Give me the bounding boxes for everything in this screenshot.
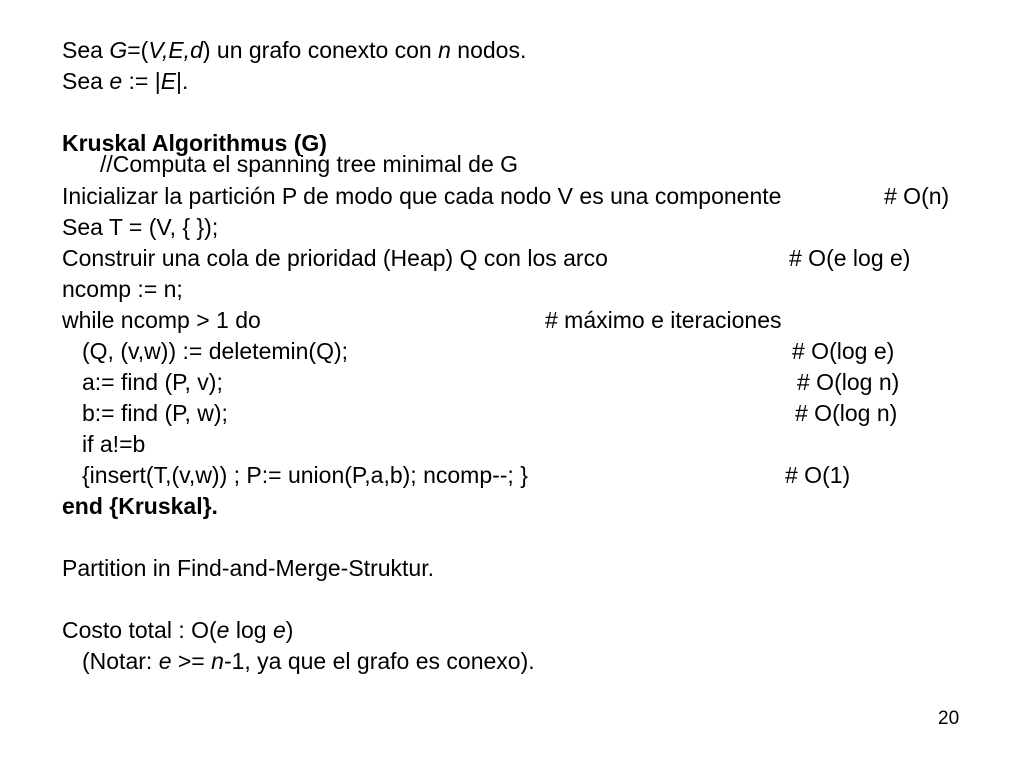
algorithm-line-heap: Construir una cola de prioridad (Heap) Q con los arco bbox=[62, 245, 608, 271]
algorithm-line-if: if a!=b bbox=[82, 431, 146, 457]
note-line bbox=[82, 647, 535, 675]
intro-text: Sea bbox=[62, 37, 110, 63]
algorithm-line-find-w: b:= find (P, w); bbox=[82, 400, 228, 426]
e-symbol: e bbox=[109, 68, 123, 94]
e-symbol: e bbox=[158, 648, 172, 674]
intro-text: nodos. bbox=[450, 37, 527, 63]
algorithm-line-insert: {insert(T,(v,w)) ; P:= union(P,a,b); ncomp--; } bbox=[82, 462, 528, 488]
note-text: >= bbox=[171, 648, 212, 674]
algorithm-cost-insert: # O(1) bbox=[785, 462, 851, 488]
note-text: (Notar: bbox=[82, 648, 159, 674]
edge-set-symbol: E bbox=[160, 68, 177, 94]
cost-text: Costo total : O( bbox=[62, 617, 217, 643]
algorithm-line-init: Inicializar la partición P de modo que cada nodo V es una componente bbox=[62, 183, 782, 209]
page-number: 20 bbox=[938, 708, 960, 729]
algorithm-comment: //Computa el spanning tree minimal de G bbox=[100, 151, 519, 177]
algorithm-cost-find-v: # O(log n) bbox=[797, 369, 900, 395]
total-cost-line bbox=[62, 616, 293, 644]
intro-line-2 bbox=[62, 67, 188, 95]
intro-text: ) un grafo conexto con bbox=[202, 37, 439, 63]
graph-tuple: V,E,d bbox=[148, 37, 203, 63]
note-text: -1, ya que el grafo es conexo). bbox=[223, 648, 535, 674]
e-symbol: e bbox=[272, 617, 286, 643]
intro-text: |. bbox=[176, 68, 189, 94]
algorithm-cost-deletemin: # O(log e) bbox=[792, 338, 895, 364]
n-symbol: n bbox=[211, 648, 224, 674]
algorithm-line-deletemin: (Q, (v,w)) := deletemin(Q); bbox=[82, 338, 349, 364]
algorithm-line-find-v: a:= find (P, v); bbox=[82, 369, 223, 395]
intro-text: := | bbox=[122, 68, 161, 94]
algorithm-cost-find-w: # O(log n) bbox=[795, 400, 898, 426]
algorithm-line-while: while ncomp > 1 do bbox=[62, 307, 261, 333]
algorithm-end: end {Kruskal}. bbox=[62, 493, 218, 519]
algorithm-line-ncomp: ncomp := n; bbox=[62, 276, 183, 302]
cost-text: ) bbox=[285, 617, 294, 643]
intro-text: Sea bbox=[62, 68, 110, 94]
algorithm-title: Kruskal Algorithmus (G) bbox=[62, 130, 327, 156]
intro-text: =( bbox=[127, 37, 149, 63]
intro-line-1 bbox=[62, 36, 526, 64]
graph-symbol: G bbox=[109, 37, 128, 63]
cost-text: log bbox=[229, 617, 273, 643]
n-symbol: n bbox=[438, 37, 451, 63]
algorithm-line-sea-t: Sea T = (V, { }); bbox=[62, 214, 219, 240]
algorithm-cost-init: # O(n) bbox=[884, 183, 950, 209]
algorithm-cost-heap: # O(e log e) bbox=[789, 245, 911, 271]
algorithm-cost-while: # máximo e iteraciones bbox=[545, 307, 782, 333]
partition-note: Partition in Find-and-Merge-Struktur. bbox=[62, 555, 434, 581]
e-symbol: e bbox=[216, 617, 230, 643]
